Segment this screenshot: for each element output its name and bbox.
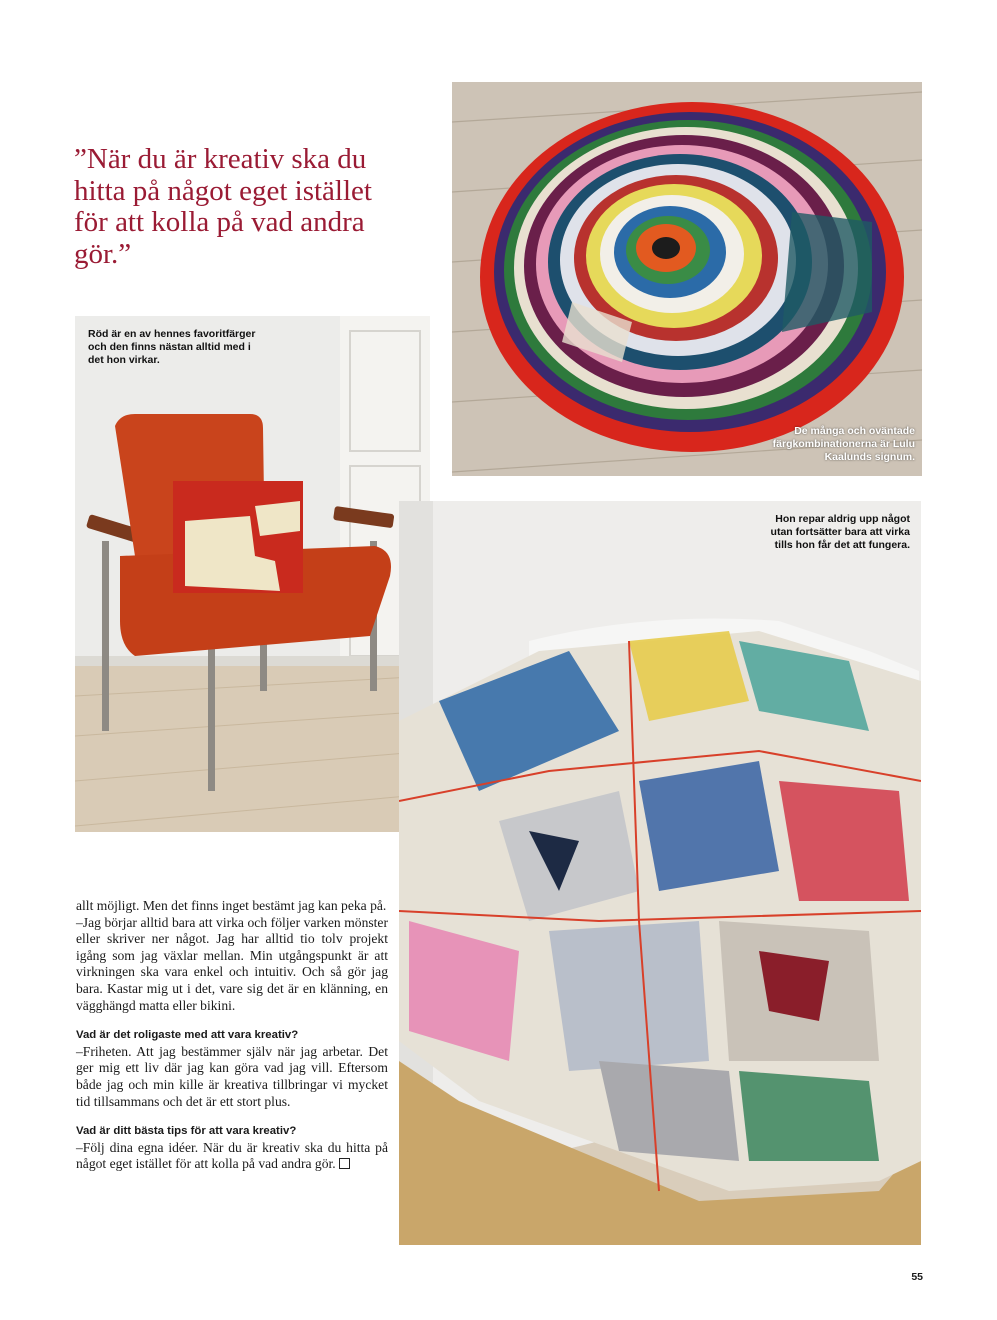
caption-bed: Hon repar aldrig upp något utan fortsätter bara att virka tills hon får det att fungera. — [770, 513, 910, 551]
article-body — [76, 898, 388, 1173]
photo-round-rug — [452, 82, 922, 476]
paragraph-3: –Friheten. Att jag bestämmer själv när jag arbetar. Det ger mig ett liv där jag kan göra vad jag vill. Eftersom både jag och min kille är kreativa tillbringar vi mycket tid tillsammans och det är ett stort plus. — [76, 1043, 388, 1109]
question-1: Vad är det roligaste med att vara kreativ? — [76, 1029, 299, 1042]
pull-quote: ”När du är kreativ ska du hitta på något eget istället för att kolla på vad andra gör.” — [74, 143, 372, 270]
photo-chair — [75, 316, 430, 832]
end-mark-icon — [339, 1158, 350, 1169]
paragraph-4-text: –Följ dina egna idéer. När du är kreativ ska du hitta på något eget istället för att kolla på vad andra gör. — [76, 1139, 388, 1172]
caption-chair: Röd är en av hennes favoritfärger och den finns nästan alltid med i det hon virkar. — [88, 328, 256, 366]
question-2: Vad är ditt bästa tips för att vara kreativ? — [76, 1125, 297, 1138]
photo-bed-blanket — [399, 501, 921, 1245]
paragraph-4 — [76, 1140, 388, 1173]
paragraph-1: allt möjligt. Men det finns inget bestämt jag kan peka på. — [76, 898, 387, 913]
paragraph-2: –Jag börjar alltid bara att virka och följer varken mönster eller skriver ner något. Jag har alltid tio tolv projekt igång som jag växlar mellan. Min utgångspunkt är att virkningen ska vara enkel och intuitiv. Och så gör jag bara. Kastar mig ut i det, vare sig det är en klänning, en vägghängd matta eller bikini. — [76, 914, 388, 1013]
caption-rug: De många och oväntade färgkombinationerna är Lulu Kaalunds signum. — [772, 425, 915, 463]
page-number: 55 — [911, 1271, 923, 1283]
